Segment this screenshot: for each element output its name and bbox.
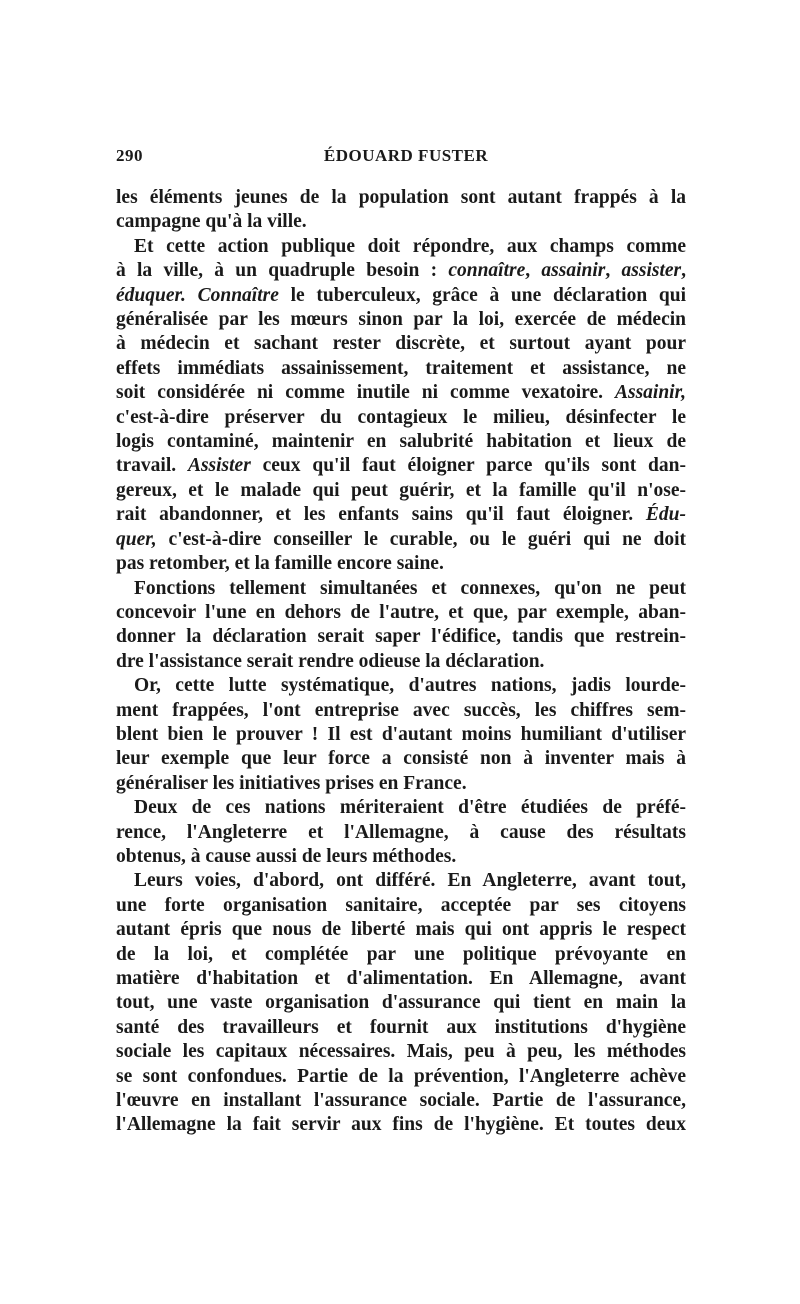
italic-term: Assister xyxy=(187,455,251,477)
text-segment: travail. xyxy=(116,455,188,477)
text-line: Or, cette lutte systématique, d'autres nations, jadis lourde- xyxy=(134,675,686,697)
text-line: donner la déclaration serait saper l'édifice, tandis que restrein- xyxy=(116,626,686,648)
text-line: blent bien le prouver ! Il est d'autant moins humiliant d'utiliser xyxy=(116,723,686,745)
text-line: une forte organisation sanitaire, acceptée par ses citoyens xyxy=(116,894,686,916)
text-line: l'Allemagne la fait servir aux fins de l'hygiène. Et toutes deux xyxy=(116,1114,686,1136)
text-line: Leurs voies, d'abord, ont différé. En Angleterre, avant tout, xyxy=(134,870,686,892)
page-number: 290 xyxy=(116,146,143,165)
text-line xyxy=(116,503,686,527)
text-line: ment frappées, l'ont entreprise avec succès, les chiffres sem- xyxy=(116,699,686,721)
text-line: l'œuvre en installant l'assurance sociale. Partie de l'assurance, xyxy=(116,1090,686,1112)
paragraph xyxy=(116,796,686,869)
running-title: ÉDOUARD FUSTER xyxy=(323,146,489,165)
text-segment: soit considérée ni comme inutile ni comme vexatoire. xyxy=(116,382,615,404)
text-segment: ceux qu'il faut éloigner parce qu'ils sont dan- xyxy=(250,455,686,477)
italic-term: Connaître xyxy=(197,284,279,306)
text-line: effets immédiats assainissement, traitement et assistance, ne xyxy=(116,357,686,379)
text-line: les éléments jeunes de la population sont autant frappés à la xyxy=(116,187,686,208)
paragraph xyxy=(116,869,686,1137)
text-segment: c'est-à-dire conseiller le curable, ou le guéri qui ne doit xyxy=(156,528,686,550)
text-line: logis contaminé, maintenir en salubrité habitation et lieux de xyxy=(116,431,686,453)
text-line: campagne qu'à la ville. xyxy=(116,211,307,233)
text-line: se sont confondues. Partie de la prévention, l'Angleterre achève xyxy=(116,1065,686,1087)
text-segment: le tuberculeux, grâce à une déclaration qui xyxy=(290,284,686,306)
text-line xyxy=(116,454,686,478)
paragraph xyxy=(116,186,686,235)
text-line xyxy=(116,528,686,552)
text-line: Deux de ces nations mériteraient d'être étudiées de préfé- xyxy=(134,797,686,819)
italic-term: quer, xyxy=(116,528,157,550)
paragraph xyxy=(116,577,686,675)
italic-term: Assainir, xyxy=(614,382,686,404)
book-page xyxy=(116,146,686,1138)
text-line: matière d'habitation et d'alimentation. En Allemagne, avant xyxy=(116,968,686,989)
text-line: à médecin et sachant rester discrète, et surtout ayant pour xyxy=(116,333,686,355)
text-line: autant épris que nous de liberté mais qui ont appris le respect xyxy=(116,919,686,941)
text-line: généraliser les initiatives prises en France. xyxy=(116,772,467,794)
text-segment: à la ville, à un quadruple besoin : xyxy=(116,260,449,282)
text-line: de la loi, et complétée par une politique prévoyante en xyxy=(116,943,686,965)
text-line xyxy=(116,381,686,405)
text-line: à la ville, à un quadruple besoin : connaître, assainir, assister, xyxy=(116,260,686,282)
text-line: c'est-à-dire préserver du contagieux le milieu, désinfecter le xyxy=(116,406,686,428)
paragraph xyxy=(116,674,686,796)
italic-term: assister xyxy=(621,260,682,282)
text-line: sociale les capitaux nécessaires. Mais, peu à peu, les méthodes xyxy=(116,1041,686,1063)
italic-term: Édu- xyxy=(645,504,686,526)
paragraph xyxy=(116,235,686,577)
text-line: dre l'assistance serait rendre odieuse la déclaration. xyxy=(116,650,545,672)
italic-term: assainir xyxy=(541,260,606,282)
italic-term: connaître xyxy=(448,260,526,282)
text-line: leur exemple que leur force a consisté non à inventer mais à xyxy=(116,748,686,770)
body-text xyxy=(116,186,686,1138)
text-line: rence, l'Angleterre et l'Allemagne, à cause des résultats xyxy=(116,821,686,843)
text-line: gereux, et le malade qui peut guérir, et la famille qu'il n'ose- xyxy=(116,479,686,501)
text-line xyxy=(116,284,686,308)
text-line: santé des travailleurs et fournit aux institutions d'hygiène xyxy=(116,1016,686,1038)
text-line: concevoir l'une en dehors de l'autre, et que, par exemple, aban- xyxy=(116,601,686,623)
text-line: pas retomber, et la famille encore saine. xyxy=(116,553,444,575)
running-head xyxy=(116,146,686,172)
text-line: généralisée par les mœurs sinon par la loi, exercée de médecin xyxy=(116,309,686,331)
text-line: Et cette action publique doit répondre, aux champs comme xyxy=(134,235,686,257)
text-line: tout, une vaste organisation d'assurance qui tient en main la xyxy=(116,992,686,1014)
text-line: obtenus, à cause aussi de leurs méthodes. xyxy=(116,845,457,867)
italic-term: éduquer. xyxy=(116,284,186,306)
text-segment: rait abandonner, et les enfants sains qu'il faut éloigner. xyxy=(116,504,646,526)
text-line: Fonctions tellement simultanées et connexes, qu'on ne peut xyxy=(134,577,686,599)
